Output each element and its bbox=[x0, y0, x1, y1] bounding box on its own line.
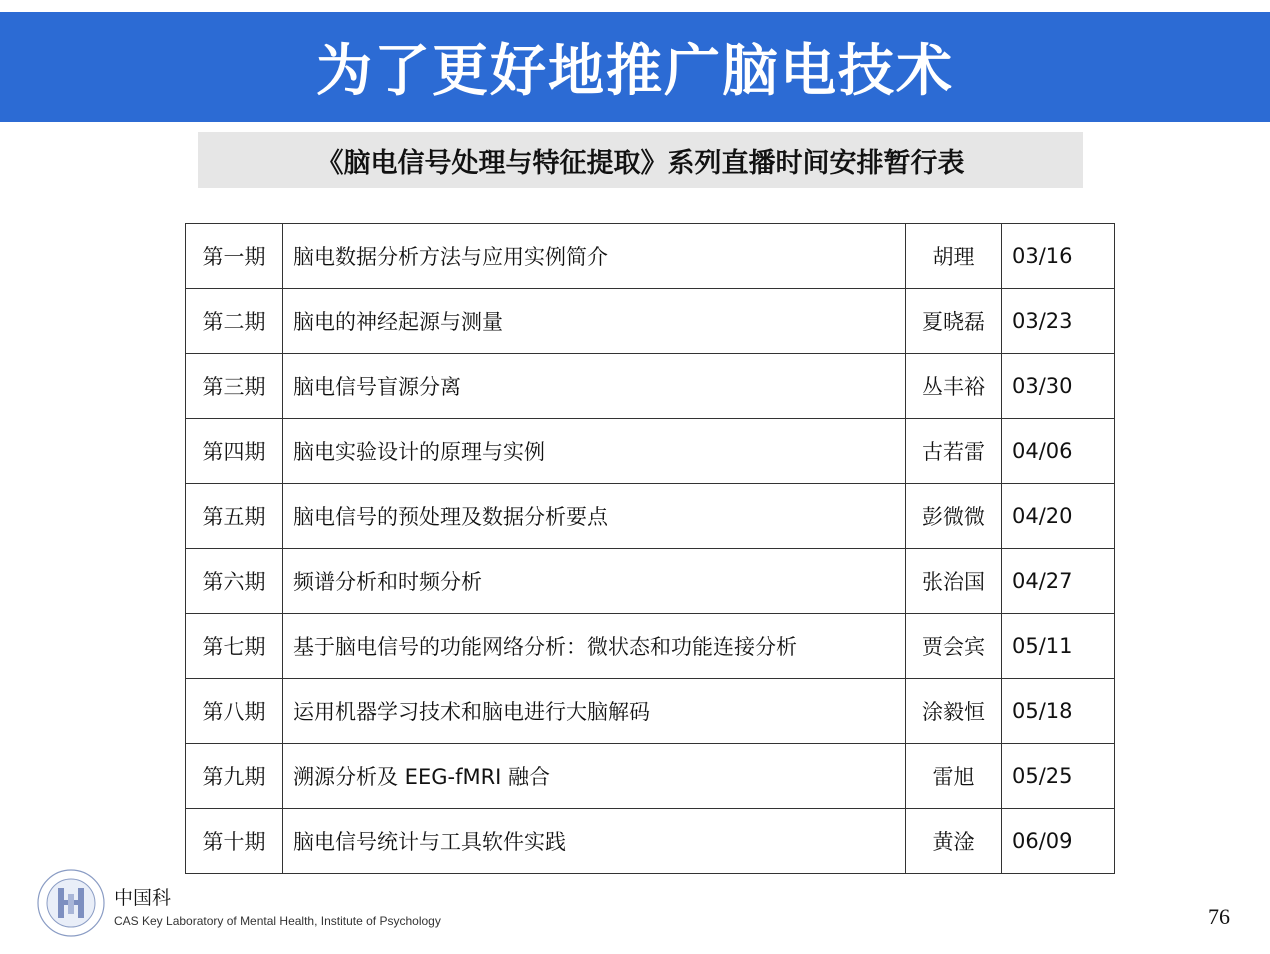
schedule-table bbox=[185, 223, 1115, 874]
date-cell: 06/09 bbox=[1002, 809, 1115, 874]
organization-english-name: CAS Key Laboratory of Mental Health, Institute of Psychology bbox=[114, 914, 441, 928]
table-row bbox=[186, 419, 1115, 484]
table-row bbox=[186, 679, 1115, 744]
table-row bbox=[186, 744, 1115, 809]
page-number: 76 bbox=[1208, 904, 1230, 929]
topic-cell: 脑电信号统计与工具软件实践 bbox=[283, 809, 906, 874]
table-row bbox=[186, 224, 1115, 289]
period-cell: 第七期 bbox=[186, 614, 283, 679]
table-row bbox=[186, 484, 1115, 549]
period-cell: 第八期 bbox=[186, 679, 283, 744]
organization-name: 中国科 bbox=[114, 883, 173, 910]
period-cell: 第四期 bbox=[186, 419, 283, 484]
period-cell: 第九期 bbox=[186, 744, 283, 809]
table-row bbox=[186, 614, 1115, 679]
period-cell: 第六期 bbox=[186, 549, 283, 614]
table-row bbox=[186, 289, 1115, 354]
date-cell: 03/30 bbox=[1002, 354, 1115, 419]
speaker-cell: 夏晓磊 bbox=[906, 289, 1002, 354]
table-row bbox=[186, 549, 1115, 614]
schedule-body bbox=[186, 224, 1115, 874]
topic-cell: 溯源分析及 EEG-fMRI 融合 bbox=[283, 744, 906, 809]
speaker-cell: 黄淦 bbox=[906, 809, 1002, 874]
speaker-cell: 古若雷 bbox=[906, 419, 1002, 484]
period-cell: 第三期 bbox=[186, 354, 283, 419]
topic-cell: 脑电的神经起源与测量 bbox=[283, 289, 906, 354]
date-cell: 03/23 bbox=[1002, 289, 1115, 354]
schedule-subtitle: 《脑电信号处理与特征提取》系列直播时间安排暂行表 bbox=[198, 132, 1083, 188]
topic-cell: 脑电数据分析方法与应用实例简介 bbox=[283, 224, 906, 289]
period-cell: 第五期 bbox=[186, 484, 283, 549]
speaker-cell: 张治国 bbox=[906, 549, 1002, 614]
speaker-cell: 贾会宾 bbox=[906, 614, 1002, 679]
period-cell: 第一期 bbox=[186, 224, 283, 289]
date-cell: 05/25 bbox=[1002, 744, 1115, 809]
period-cell: 第二期 bbox=[186, 289, 283, 354]
table-row bbox=[186, 809, 1115, 874]
topic-cell: 脑电信号的预处理及数据分析要点 bbox=[283, 484, 906, 549]
slide-title: 为了更好地推广脑电技术 bbox=[316, 39, 954, 104]
title-band bbox=[0, 12, 1270, 122]
table-row bbox=[186, 354, 1115, 419]
topic-cell: 运用机器学习技术和脑电进行大脑解码 bbox=[283, 679, 906, 744]
date-cell: 05/18 bbox=[1002, 679, 1115, 744]
date-cell: 04/27 bbox=[1002, 549, 1115, 614]
speaker-cell: 雷旭 bbox=[906, 744, 1002, 809]
date-cell: 03/16 bbox=[1002, 224, 1115, 289]
speaker-cell: 彭微微 bbox=[906, 484, 1002, 549]
institute-seal-icon bbox=[36, 868, 106, 938]
speaker-cell: 丛丰裕 bbox=[906, 354, 1002, 419]
topic-cell: 脑电信号盲源分离 bbox=[283, 354, 906, 419]
date-cell: 04/20 bbox=[1002, 484, 1115, 549]
date-cell: 04/06 bbox=[1002, 419, 1115, 484]
topic-cell: 脑电实验设计的原理与实例 bbox=[283, 419, 906, 484]
speaker-cell: 胡理 bbox=[906, 224, 1002, 289]
topic-cell: 基于脑电信号的功能网络分析：微状态和功能连接分析 bbox=[283, 614, 906, 679]
date-cell: 05/11 bbox=[1002, 614, 1115, 679]
speaker-cell: 涂毅恒 bbox=[906, 679, 1002, 744]
period-cell: 第十期 bbox=[186, 809, 283, 874]
topic-cell: 频谱分析和时频分析 bbox=[283, 549, 906, 614]
